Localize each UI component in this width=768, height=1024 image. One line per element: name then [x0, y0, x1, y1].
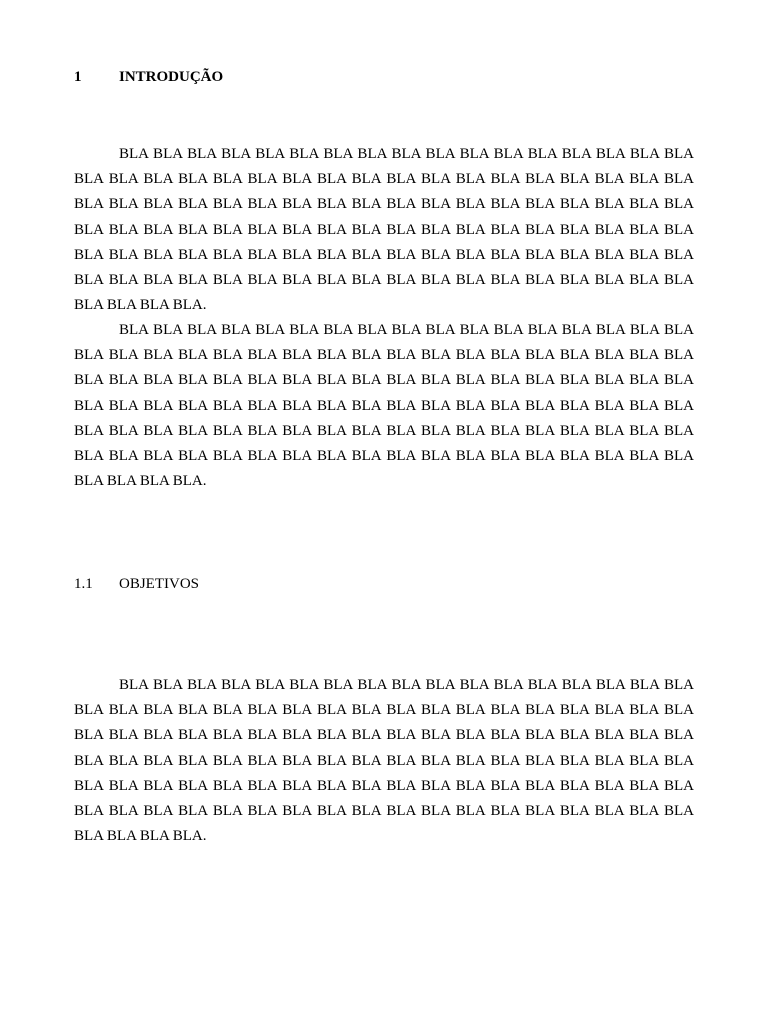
paragraph-line: BLA BLA BLA BLA BLA BLA BLA BLA BLA BLA BLA BLA BLA BLA BLA BLA BLA — [119, 322, 694, 338]
paragraph-line: BLA BLA BLA BLA. — [74, 828, 207, 845]
paragraph-line: BLA BLA BLA BLA BLA BLA BLA BLA BLA BLA BLA BLA BLA BLA BLA BLA BLA BLA — [74, 196, 694, 213]
paragraph-line: BLA BLA BLA BLA BLA BLA BLA BLA BLA BLA BLA BLA BLA BLA BLA BLA BLA BLA — [74, 347, 694, 364]
paragraph-line: BLA BLA BLA BLA. — [74, 297, 207, 314]
section-title: INTRODUÇÃO — [119, 69, 224, 85]
paragraph-line: BLA BLA BLA BLA BLA BLA BLA BLA BLA BLA BLA BLA BLA BLA BLA BLA BLA BLA — [74, 777, 694, 794]
paragraph — [74, 318, 694, 494]
section-number: 1.1 — [74, 576, 93, 592]
section-title: OBJETIVOS — [119, 576, 200, 592]
section-number: 1 — [74, 69, 82, 85]
paragraph-line: BLA BLA BLA BLA BLA BLA BLA BLA BLA BLA BLA BLA BLA BLA BLA BLA BLA — [119, 146, 694, 162]
section-heading-introducao — [74, 68, 223, 86]
paragraph-line: BLA BLA BLA BLA BLA BLA BLA BLA BLA BLA BLA BLA BLA BLA BLA BLA BLA BLA — [74, 802, 694, 819]
paragraph-line: BLA BLA BLA BLA BLA BLA BLA BLA BLA BLA BLA BLA BLA BLA BLA BLA BLA BLA — [74, 752, 694, 769]
paragraph-line: BLA BLA BLA BLA. — [74, 473, 207, 490]
paragraph-line: BLA BLA BLA BLA BLA BLA BLA BLA BLA BLA BLA BLA BLA BLA BLA BLA BLA BLA — [74, 221, 694, 238]
paragraph-line: BLA BLA BLA BLA BLA BLA BLA BLA BLA BLA BLA BLA BLA BLA BLA BLA BLA BLA — [74, 727, 694, 744]
paragraph-line: BLA BLA BLA BLA BLA BLA BLA BLA BLA BLA BLA BLA BLA BLA BLA BLA BLA BLA — [74, 372, 694, 389]
paragraph-line: BLA BLA BLA BLA BLA BLA BLA BLA BLA BLA BLA BLA BLA BLA BLA BLA BLA BLA — [74, 447, 694, 464]
paragraph-line: BLA BLA BLA BLA BLA BLA BLA BLA BLA BLA BLA BLA BLA BLA BLA BLA BLA BLA — [74, 702, 694, 719]
paragraph-line: BLA BLA BLA BLA BLA BLA BLA BLA BLA BLA BLA BLA BLA BLA BLA BLA BLA BLA — [74, 171, 694, 188]
section-heading-objetivos — [74, 575, 199, 593]
paragraph-line: BLA BLA BLA BLA BLA BLA BLA BLA BLA BLA BLA BLA BLA BLA BLA BLA BLA BLA — [74, 246, 694, 263]
paragraph — [74, 673, 694, 849]
paragraph-line: BLA BLA BLA BLA BLA BLA BLA BLA BLA BLA BLA BLA BLA BLA BLA BLA BLA BLA — [74, 422, 694, 439]
paragraph — [74, 142, 694, 318]
paragraph-line: BLA BLA BLA BLA BLA BLA BLA BLA BLA BLA BLA BLA BLA BLA BLA BLA BLA BLA — [74, 397, 694, 414]
paragraph-line: BLA BLA BLA BLA BLA BLA BLA BLA BLA BLA BLA BLA BLA BLA BLA BLA BLA — [119, 677, 694, 693]
paragraph-line: BLA BLA BLA BLA BLA BLA BLA BLA BLA BLA BLA BLA BLA BLA BLA BLA BLA BLA — [74, 271, 694, 288]
